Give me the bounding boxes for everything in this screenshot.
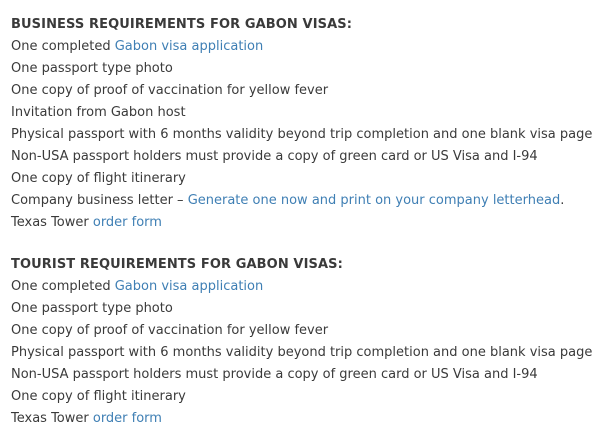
list-item: One passport type photo [11, 301, 173, 316]
list-item: Non-USA passport holders must provide a copy of green card or US Visa and I-94 [11, 149, 538, 164]
list-item [11, 190, 565, 212]
requirement-text: One completed [11, 279, 115, 294]
list-item: Non-USA passport holders must provide a copy of green card or US Visa and I-94 [11, 367, 538, 382]
tourist-requirements-title: TOURIST REQUIREMENTS FOR GABON VISAS: [11, 257, 343, 272]
requirement-text-suffix: . [560, 193, 565, 208]
section-spacer [11, 234, 556, 254]
requirement-text: Texas Tower [11, 215, 93, 230]
list-item: One copy of proof of vaccination for yellow fever [11, 83, 329, 98]
requirement-text: Company business letter – [11, 193, 188, 208]
order-form-link[interactable]: order form [92, 411, 162, 426]
list-item [11, 276, 556, 298]
order-form-link[interactable]: order form [92, 215, 162, 230]
tourist-requirements-list [11, 276, 592, 430]
business-requirements-list [11, 36, 592, 234]
list-item [11, 212, 556, 234]
gabon-visa-application-link[interactable]: Gabon visa application [114, 279, 264, 294]
list-item [11, 36, 556, 58]
list-item: One copy of flight itinerary [11, 171, 186, 186]
business-requirements-title: BUSINESS REQUIREMENTS FOR GABON VISAS: [11, 17, 353, 32]
list-item: Physical passport with 6 months validity beyond trip completion and one blank visa page [11, 345, 592, 360]
generate-business-letter-link[interactable]: Generate one now and print on your company letterhead [187, 193, 561, 208]
list-item: Physical passport with 6 months validity beyond trip completion and one blank visa page [11, 127, 592, 142]
list-item: One copy of proof of vaccination for yellow fever [11, 323, 329, 338]
business-requirements-section [11, 14, 592, 234]
list-item [11, 408, 556, 430]
list-item: One passport type photo [11, 61, 173, 76]
requirement-text: Texas Tower [11, 411, 93, 426]
list-item: Invitation from Gabon host [11, 105, 186, 120]
gabon-visa-application-link[interactable]: Gabon visa application [114, 39, 264, 54]
requirement-text: One completed [11, 39, 115, 54]
tourist-requirements-section [11, 254, 592, 430]
list-item: One copy of flight itinerary [11, 389, 186, 404]
